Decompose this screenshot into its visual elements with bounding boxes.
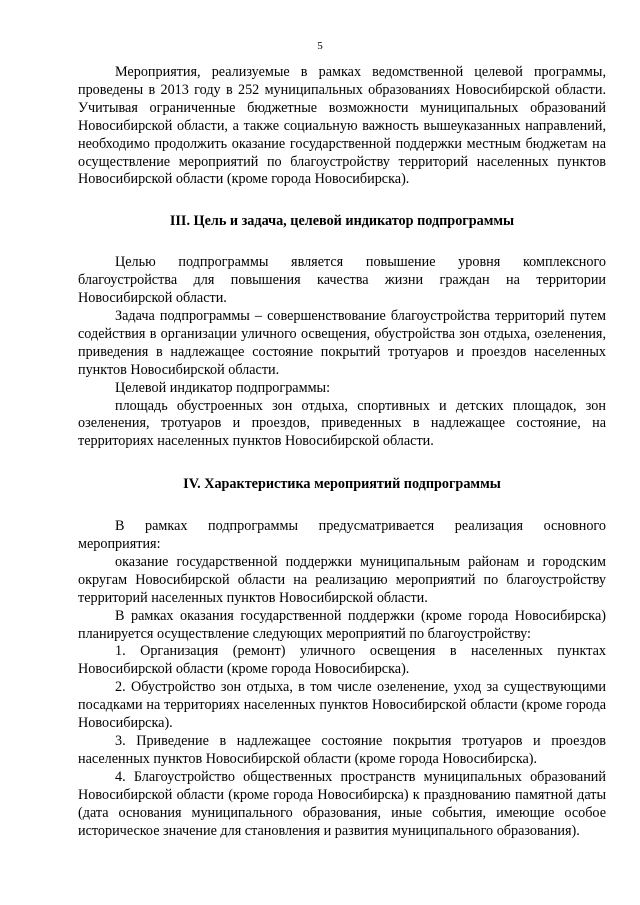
section-4-list-item: 2. Обустройство зон отдыха, в том числе озеленение, уход за существующими посадками на территориях населенных пунктов Новосибирской области (кроме города Новосибирска). <box>78 679 606 732</box>
section-3-paragraph: Задача подпрограммы – совершенствование благоустройства территорий путем содействия в организации уличного освещения, обустройства зон отдыха, озеленения, приведения в надлежащее состояние покрытий тротуаров и проездов населенных пунктов Новосибирской области. <box>78 307 606 378</box>
section-3-paragraph: площадь обустроенных зон отдыха, спортивных и детских площадок, зон озеленения, тротуаров и проездов, приведенных в надлежащее состояние, на территориях населенных пунктов Новосибирской области. <box>78 397 606 450</box>
section-3-paragraph: Целевой индикатор подпрограммы: <box>115 379 331 396</box>
page-number: 5 <box>317 40 323 52</box>
section-4-list-item: 3. Приведение в надлежащее состояние покрытия тротуаров и проездов населенных пунктов Новосибирской области (кроме города Новосибирска). <box>78 733 606 767</box>
section-3-heading: III. Цель и задача, целевой индикатор подпрограммы <box>169 213 515 230</box>
section-4-paragraph: В рамках подпрограммы предусматривается реализация основного мероприятия: <box>78 518 606 553</box>
section-4-paragraph: оказание государственной поддержки муниципальным районам и городским округам Новосибирской области на реализацию мероприятий по благоустройству территорий населенных пунктов Новосибирской области. <box>78 553 606 606</box>
section-4-list-item: 1. Организация (ремонт) уличного освещения в населенных пунктах Новосибирской области (кроме города Новосибирска). <box>78 643 606 678</box>
section-4-paragraph: В рамках оказания государственной поддержки (кроме города Новосибирска) планируется осуществление следующих мероприятий по благоустройству: <box>78 607 606 642</box>
section-4-list-item: 4. Благоустройство общественных пространств муниципальных образований Новосибирской области (кроме города Новосибирска) к празднованию памятной даты (дата основания муниципального образования, иные события, имеющие особое историческое значение для становления и развития муниципального образования). <box>78 768 606 839</box>
section-4-heading: IV. Характеристика мероприятий подпрограммы <box>183 476 501 493</box>
section-3-paragraph: Целью подпрограммы является повышение уровня комплексного благоустройства для повышения качества жизни граждан на территории Новосибирской области. <box>78 254 606 307</box>
intro-paragraph: Мероприятия, реализуемые в рамках ведомственной целевой программы, проведены в 2013 году в 252 муниципальных образованиях Новосибирской области. Учитывая ограниченные бюджетные возможности муниципальных образований Новосибирской области, а также социальную важность вышеуказанных направлений, необходимо продолжить оказание государственной поддержки местным бюджетам на осуществление мероприятий по благоустройству территорий населенных пунктов Новосибирской области (кроме города Новосибирска). <box>78 64 606 188</box>
document-body <box>78 64 606 840</box>
